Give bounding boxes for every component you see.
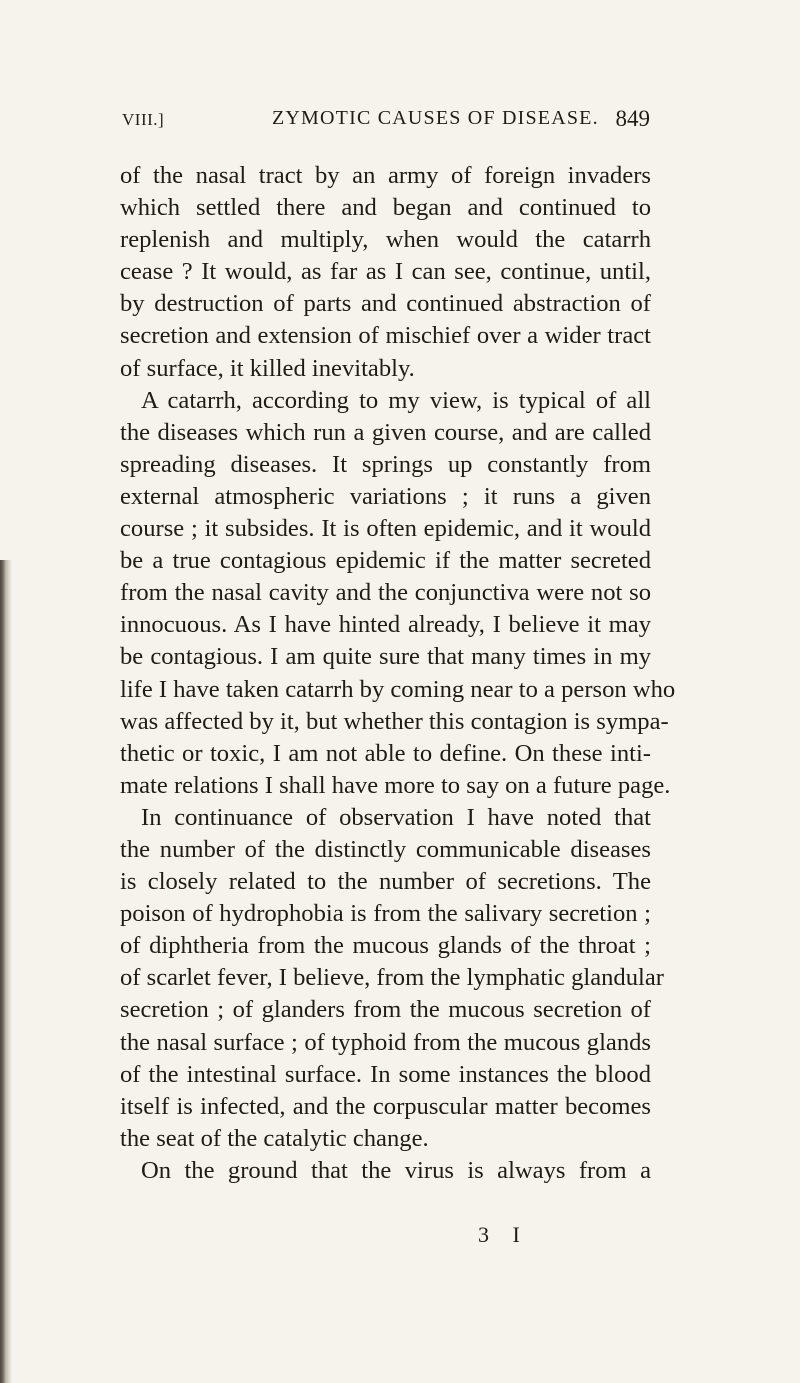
text-line: the number of the distinctly communicable diseases — [120, 835, 651, 863]
body-text — [120, 160, 676, 1187]
text-line: the diseases which run a given course, and are called — [120, 418, 651, 446]
paragraph-3 — [120, 802, 664, 1155]
text-line: course ; it subsides. It is often epidemic, and it would — [120, 515, 651, 543]
text-line: be contagious. I am quite sure that many times in my — [120, 643, 651, 671]
paragraph-2 — [120, 385, 676, 802]
text-line: mate relations I shall have more to say on a future page. — [120, 771, 671, 799]
text-line: be a true contagious epidemic if the matter secreted — [120, 547, 651, 575]
running-head — [122, 106, 650, 136]
text-line: poison of hydrophobia is from the salivary secretion ; — [120, 900, 651, 928]
signature-mark: 3 I — [478, 1222, 529, 1247]
text-line: was affected by it, but whether this contagion is sympa- — [120, 707, 669, 735]
text-line: of surface, it killed inevitably. — [120, 354, 415, 382]
text-line: of diphtheria from the mucous glands of the throat ; — [120, 932, 651, 960]
text-line: life I have taken catarrh by coming near to a person who — [120, 675, 676, 703]
text-line: secretion ; of glanders from the mucous secretion of — [120, 996, 651, 1024]
text-line: which settled there and began and continued to — [120, 194, 651, 222]
text-line: by destruction of parts and continued abstraction of — [120, 290, 651, 318]
text-line: On the ground that the virus is always from a — [141, 1156, 651, 1184]
paragraph-1 — [120, 160, 651, 385]
text-line: replenish and multiply, when would the catarrh — [120, 226, 651, 254]
text-line: is closely related to the number of secretions. The — [120, 868, 651, 896]
text-line: the seat of the catalytic change. — [120, 1124, 429, 1152]
text-line: from the nasal cavity and the conjunctiva were not so — [120, 579, 651, 607]
text-line: of scarlet fever, I believe, from the lymphatic glandular — [120, 964, 664, 992]
text-line: thetic or toxic, I am not able to define. On these inti- — [120, 739, 651, 767]
paragraph-4 — [120, 1155, 651, 1187]
text-line: spreading diseases. It springs up constantly from — [120, 450, 651, 478]
text-line: secretion and extension of mischief over a wider tract — [120, 322, 651, 350]
text-line: innocuous. As I have hinted already, I believe it may — [120, 611, 651, 639]
text-line: cease ? It would, as far as I can see, continue, until, — [120, 258, 651, 286]
text-line: the nasal surface ; of typhoid from the mucous glands — [120, 1028, 651, 1056]
text-line: of the intestinal surface. In some instances the blood — [120, 1060, 651, 1088]
text-line: itself is infected, and the corpuscular matter becomes — [120, 1092, 651, 1120]
text-line: of the nasal tract by an army of foreign invaders — [120, 162, 651, 189]
page-number: 849 — [615, 106, 650, 131]
text-line: A catarrh, according to my view, is typical of all — [141, 386, 651, 414]
text-line: external atmospheric variations ; it runs a given — [120, 482, 651, 510]
text-line: In continuance of observation I have noted that — [141, 803, 651, 831]
chapter-marker: VIII.] — [122, 110, 165, 129]
running-title: ZYMOTIC CAUSES OF DISEASE. — [272, 107, 599, 129]
page-edge-shadow — [0, 560, 12, 1383]
